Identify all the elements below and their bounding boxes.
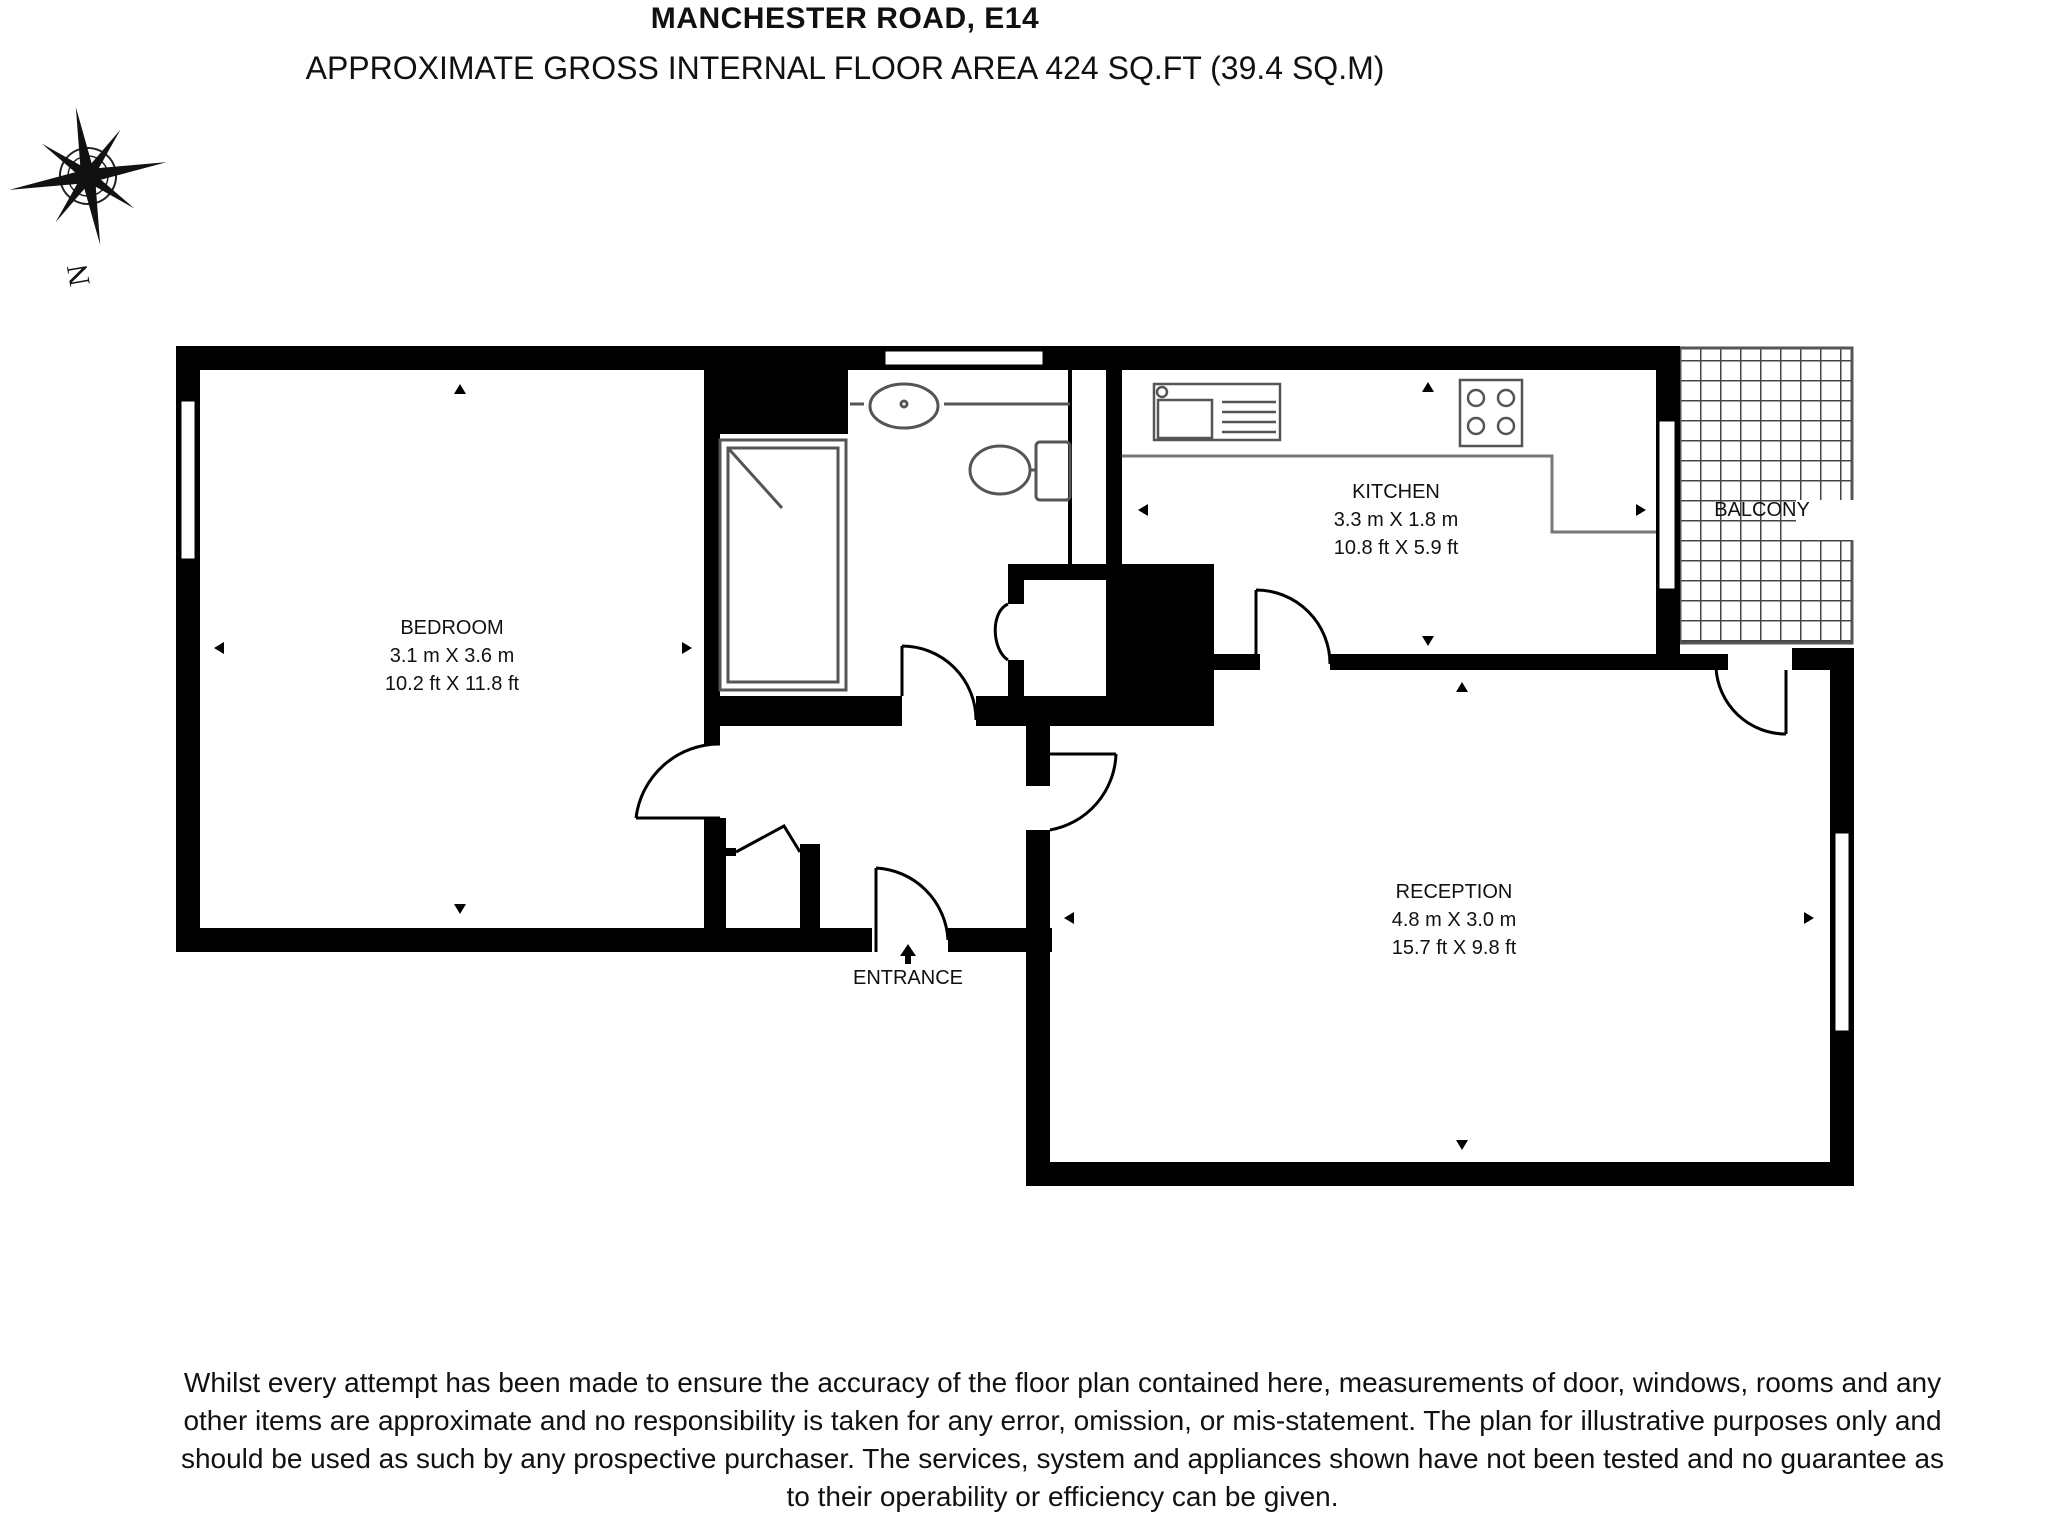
disclaimer-line-1: Whilst every attempt has been made to ensure the accuracy of the floor plan contained here, measurements of door, windows, rooms and any [183, 1367, 1942, 1398]
hob-icon [1460, 380, 1522, 446]
north-label: N [60, 261, 97, 289]
disclaimer-line-2: other items are approximate and no responsibility is taken for any error, omission, or mis-statement. The plan for illustrative purposes only and [183, 1405, 1942, 1436]
reception-label: RECEPTION [1395, 881, 1513, 903]
balcony [1680, 348, 1904, 643]
kitchen-label: KITCHEN [1352, 481, 1440, 503]
dimension-arrows [214, 382, 1814, 1150]
toilet-icon [970, 442, 1070, 500]
bedroom-label: BEDROOM [400, 617, 504, 639]
bath-icon [720, 440, 846, 690]
bedroom-imperial: 10.2 ft X 11.8 ft [384, 673, 520, 695]
floor-area-subtitle: APPROXIMATE GROSS INTERNAL FLOOR AREA 424 SQ.FT (39.4 SQ.M) [305, 50, 1385, 86]
kitchen-metric: 3.3 m X 1.8 m [1333, 509, 1459, 531]
disclaimer-line-4: to their operability or efficiency can be given. [786, 1481, 1339, 1512]
balcony-label: BALCONY [1714, 499, 1810, 521]
plan-title: MANCHESTER ROAD, E14 [650, 2, 1040, 35]
disclaimer [75, 1364, 2048, 1516]
sink-icon [1154, 384, 1280, 440]
disclaimer-line-3: should be used as such by any prospective purchaser. The services, system and appliances shown have not been tested and no guarantee as [180, 1443, 1945, 1474]
kitchen-imperial: 10.8 ft X 5.9 ft [1333, 537, 1459, 559]
basin-icon [850, 384, 1070, 428]
reception-imperial: 15.7 ft X 9.8 ft [1391, 937, 1517, 959]
bedroom-metric: 3.1 m X 3.6 m [389, 645, 515, 667]
entrance-label: ENTRANCE [852, 967, 964, 989]
walls [176, 346, 1854, 1186]
reception-metric: 4.8 m X 3.0 m [1391, 909, 1517, 931]
